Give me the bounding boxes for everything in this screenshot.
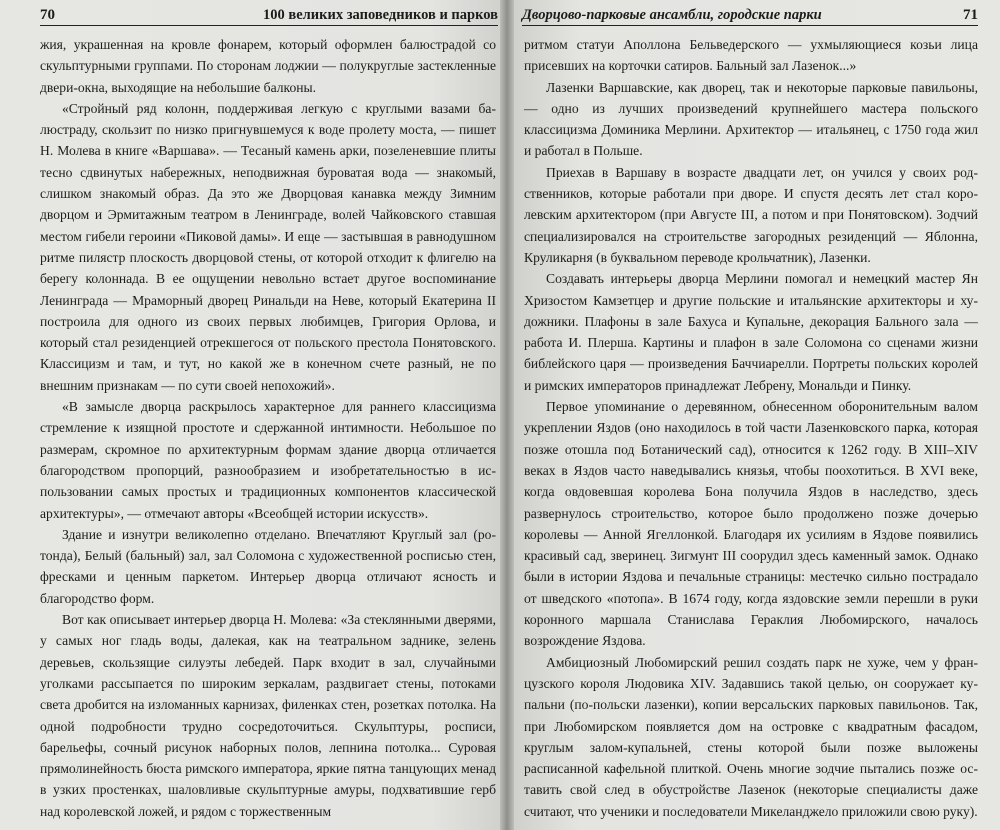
- paragraph: Амбициозный Любомирский решил создать парк не хуже, чем у французского короля Людовика XIV. Задавшись такой целью, он сооружает купальни (по-польски лазенки), копии версальских парковых павильонов. Так, при Любомирском появляется дом на островке с квадратным фасадом, круглым залом-купальней, стены которой были позже выложены расписанной кафельной плиткой. Очень многие зодчие пытались позже оставить свой след в обустройстве Лазенок (некоторые специалисты даже считают, что ученики и последователи Микеланджело приложили свою руку).: [524, 654, 978, 819]
- paragraph: «В замысле дворца раскрылось характерное для раннего классицизма стремление к изящной простоте и сдержанной интимности. Небольшое по размерам, скромное по архитектурным формам здание дворца отличается благородством пропорций, разнообразием и изобретательностью в использовании самых простых и традиционных компонентов классической архитектуры», — отмечают авторы «Всеобщей истории искусств».: [40, 399, 496, 521]
- paragraph: Первое упоминание о деревянном, обнесенном оборонительным валом укреплении Яздов (оно находилось в той части Лазенковского парка, которая позже отошла под Ботанический сад), относится к 1262 году. В XIII–XIV веках в Яздов часто наведывались князья, чтобы поохотиться. В XVI веке, когда овдовевшая королева Бона получила Яздов в наследство, здесь развернулось строительство, которое было продолжено позже дочерью королевы — Анной Ягеллонкой. Благодаря их усилиям в Яздове появились красивый сад, зверинец. Зигмунт III соорудил здесь каменный замок. Однако были в истории Яздова и печальные страницы: местечко сильно пострадало от шведского «потопа». В 1674 году, когда яздовские земли перешли в руки коронного маршала Станислава Гераклия Любомирского, началось возрождение Яздова.: [524, 399, 978, 649]
- paragraph: Приехав в Варшаву в возрасте двадцати лет, он учился у своих родственников, которые работали при дворе. И спустя десять лет стал королевским архитектором (при Августе III, а потом и при Понятовском). Зодчий специализировался на строительстве загородных резиденций — Яблонна, Круликарня (в буквальном переводе крольчатник), Лазенки.: [524, 164, 978, 265]
- right-running-title: Дворцово-парковые ансамбли, городские парки: [522, 7, 822, 23]
- paragraph: ритмом статуи Аполлона Бельведерского — ухмыляющиеся козьи лица присевших на корточки сатиров. Бальный зал Лазенок...»: [524, 37, 978, 74]
- right-page-text: [524, 34, 978, 822]
- right-page-number: 71: [963, 7, 978, 23]
- left-page-number: 70: [40, 7, 55, 23]
- paragraph: Создавать интерьеры дворца Мерлини помогал и немецкий мастер Ян Хризостом Камзетцер и другие польские и итальянские архитекторы и художники. Плафоны в зале Бахуса и Купальне, декорация Бального зала — работа И. Плерша. Картины и плафон в зале Соломона со сценами жизни библейского царя — произведения Баччиарелли. Портреты польских королей и римских императоров принадлежат Лебрену, Мональди и Пинку.: [524, 271, 978, 393]
- paragraph: жия, украшенная на кровле фонарем, который оформлен балюстрадой со скульптурными группами. По сторонам лоджии — полукруглые застекленные двери-окна, выходящие на небольшие балконы.: [40, 37, 496, 95]
- right-page: [506, 0, 1000, 830]
- paragraph: «Стройный ряд колонн, поддерживая легкую с круглыми вазами балюстраду, скользит по низко пригнувшемуся к воде пролету моста, — пишет Н. Молева в книге «Варшава». — Тесаный камень арки, позеленевшие плиты тесно сдвинутых набережных, неподвижная буроватая вода — знакомый, слишком знакомый образ. Да это же Дворцовая канавка между Зимним дворцом и Эрмитажным театром в Ленинграде, волей Чайковского ставшая местом гибели героини «Пиковой дамы». И еще — застывшая в равнодушном ритме пилястр плоскость дворцовой стены, от которой отходит к флигелю на берегу колоннада. В ее ощущении невольно встает другое воспоминание Ленинграда — Мраморный дворец Ринальди на Неве, который Екатерина II построила для одного из своих первых любимцев, Григория Орлова, и который стал резиденцией отрекшегося от польского престола Понятовского. Классицизм и там, и тут, но какой же в конечном счете разный, не по внешним признакам — по сути своей непохожий».: [40, 100, 496, 393]
- left-page-text: [40, 34, 496, 822]
- paragraph: Вот как описывает интерьер дворца Н. Молева: «За стеклянными дверями, у самых ног гладь воды, далекая, как на театральном заднике, зелень деревьев, скользящие силуэты лебедей. Парк входит в зал, случайными уголками рассыпается по широким зеркалам, раздвигает стены, потоками света дробится на изломанных карнизах, филенках стен, розетках потолка. На одной подробности трудно сосредоточиться. Скульптуры, росписи, барельефы, сочный рисунок наборных полов, лепнина потолка... Суровая прямолинейность бюста римского императора, яркие пятна танцующих менад в узких простенках, шаловливые скульптурные амуры, подхватившие герб над королевской ложей, и рядом с торжественным: [40, 612, 496, 819]
- left-running-title: 100 великих заповедников и парков: [262, 7, 498, 23]
- right-page-header: [522, 4, 978, 26]
- book-gutter: [500, 0, 514, 830]
- left-page-header: [40, 4, 498, 26]
- paragraph: Лазенки Варшавские, как дворец, так и некоторые парковые павильоны, — одно из лучших произведений крупнейшего мастера польского классицизма Доминика Мерлини. Архитектор — итальянец, с 1750 года жил и работал в Польше.: [524, 79, 978, 159]
- paragraph: Здание и изнутри великолепно отделано. Впечатляют Круглый зал (ротонда), Белый (бальный) зал, зал Соломона с художественной росписью стен, фресками и ценным паркетом. Интерьер дворца отличают ясность и благородство форм.: [40, 526, 496, 606]
